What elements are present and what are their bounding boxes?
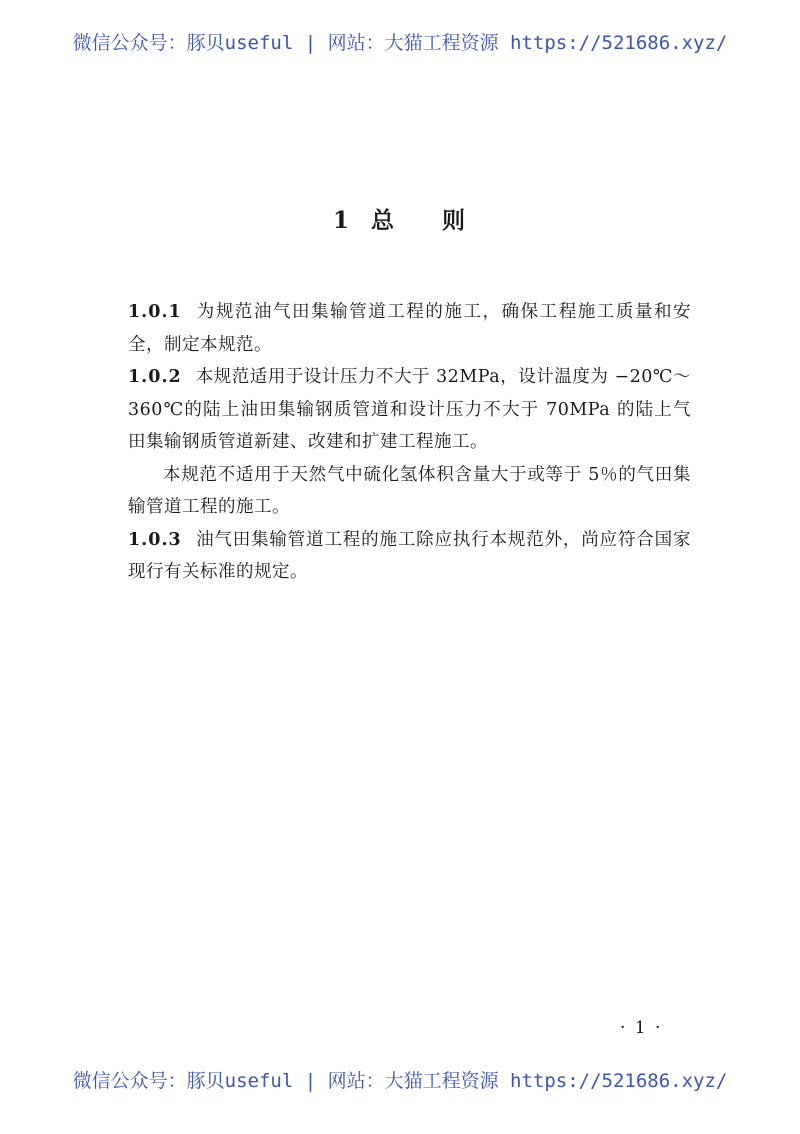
clause-1-0-3 [128, 524, 691, 589]
clause-number: 1.0.2 [128, 367, 182, 387]
clause-1-0-2-continuation: 本规范不适用于天然气中硫化氢体积含量大于或等于 5％的气田集输管道工程的施工。 [128, 464, 691, 517]
watermark-top: 微信公众号：豚贝useful | 网站：大猫工程资源 https://521686.xyz/ [72, 32, 728, 54]
page-number: · 1 · [620, 1018, 663, 1038]
clause-1-0-2 [128, 361, 691, 459]
watermark-bottom: 微信公众号：豚贝useful | 网站：大猫工程资源 https://521686.xyz/ [72, 1070, 728, 1092]
clause-text: 为规范油气田集输管道工程的施工，确保工程施工质量和安全，制定本规范。 [128, 302, 691, 355]
chapter-body [128, 296, 691, 589]
chapter-title-part2: 则 [442, 207, 467, 234]
chapter-title [0, 202, 800, 235]
clause-text: 油气田集输管道工程的施工除应执行本规范外，尚应符合国家现行有关标准的规定。 [128, 529, 691, 582]
clause-number: 1.0.1 [128, 302, 182, 322]
clause-text: 本规范适用于设计压力不大于 32MPa，设计温度为 −20℃～360℃的陆上油田集输钢质管道和设计压力不大于 70MPa 的陆上气田集输钢质管道新建、改建和扩建工程施工。 [128, 367, 691, 452]
chapter-title-part1: 总 [371, 207, 396, 234]
chapter-number: 1 [332, 207, 351, 234]
clause-1-0-1 [128, 296, 691, 361]
clause-number: 1.0.3 [128, 529, 182, 550]
